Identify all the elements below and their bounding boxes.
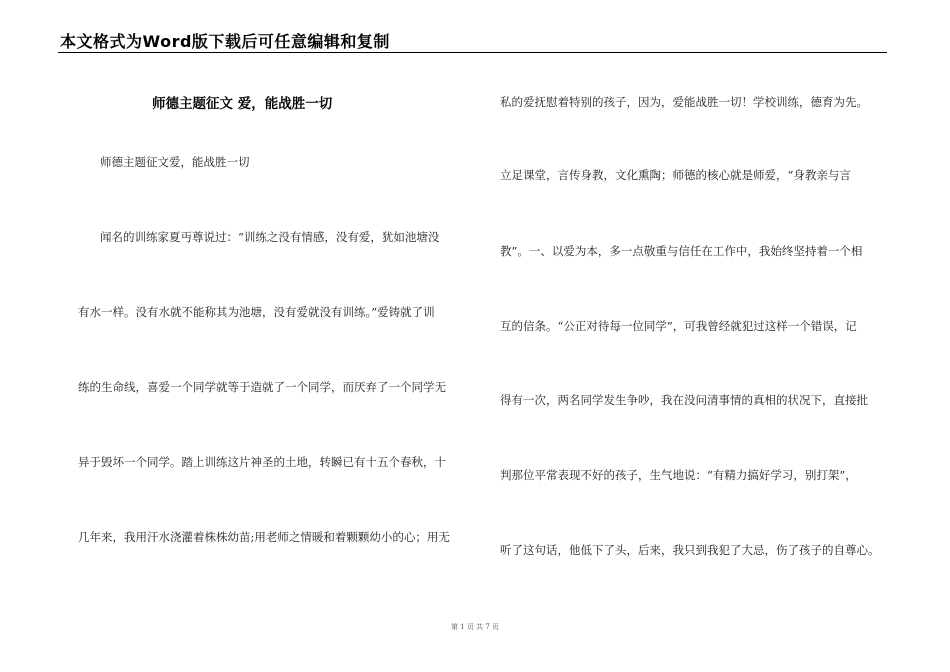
page-number: 第 1 页 共 7 页	[450, 623, 500, 631]
document-title: 师德主题征文 爱，能战胜一切	[152, 96, 333, 112]
left-line-1: 师德主题征文爱，能战胜一切	[100, 155, 250, 169]
document-banner: 本文格式为Word版下载后可任意编辑和复制	[60, 32, 390, 51]
left-line-5: 异于毁坏一个同学。踏上训练这片神圣的土地，转瞬已有十五个春秋，十	[78, 455, 446, 469]
header-divider	[58, 52, 887, 53]
right-line-7: 听了这句话，他低下了头，后来，我只到我犯了大忌，伤了孩子的自尊心。	[500, 543, 880, 557]
right-line-5: 得有一次，两名同学发生争吵，我在没问清事情的真相的状况下，直接批	[500, 393, 868, 407]
left-line-6: 几年来，我用汗水浇灌着株株幼苗;用老师之情暖和着颗颗幼小的心；用无	[78, 530, 450, 544]
right-line-2: 立足课堂，言传身教，文化熏陶；师德的核心就是师爱，“身教亲与言	[500, 168, 851, 182]
right-line-4: 互的信条。“公正对待每一位同学”，可我曾经就犯过这样一个错误，记	[500, 319, 857, 333]
left-line-3: 有水一样。没有水就不能称其为池塘，没有爱就没有训练。”爱铸就了训	[78, 305, 435, 319]
left-line-2: 闻名的训练家夏丏尊说过：“训练之没有情感，没有爱，犹如池塘没	[100, 230, 440, 244]
right-line-6: 判那位平常表现不好的孩子，生气地说：“有精力搞好学习，别打架”，	[500, 468, 857, 482]
right-line-3: 教”。一、以爱为本，多一点敬重与信任在工作中，我始终坚持着一个相	[500, 244, 863, 258]
right-line-1: 私的爱抚慰着特别的孩子，因为，爱能战胜一切！学校训练，德育为先。	[500, 95, 868, 109]
left-line-4: 练的生命线，喜爱一个同学就等于造就了一个同学，而厌弃了一个同学无	[78, 380, 446, 394]
